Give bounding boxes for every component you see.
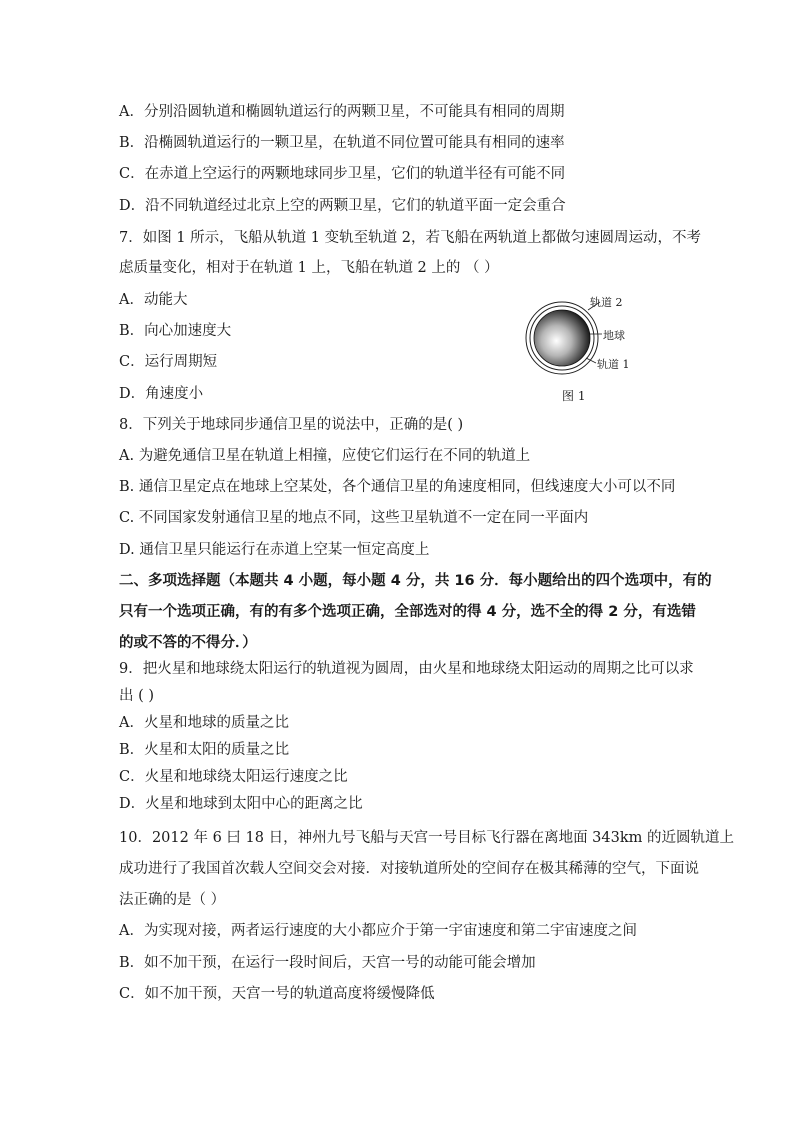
section2-heading-line1: 二、多项选择题（本题共 4 小题，每小题 4 分，共 16 分．每小题给出的四个选项中，有的 (119, 573, 712, 589)
q10-stem-line1: 10．2012 年 6 曰 18 日，神州九号飞船与天宫一号目标飞行器在离地面 343km 的近圆轨道上 (119, 830, 735, 846)
q6-option-c: C．在赤道上空运行的两颗地球同步卫星，它们的轨道半径有可能不同 (119, 166, 566, 182)
earth-label: 地球 (603, 329, 625, 342)
q8-option-a: A. 为避免通信卫星在轨道上相撞，应使它们运行在不同的轨道上 (119, 448, 531, 464)
q10-option-c: C．如不加干预，天宫一号的轨道高度将缓慢降低 (119, 986, 435, 1002)
orbit-1-label: 轨道 1 (597, 358, 630, 371)
q10-option-b: B．如不加干预，在运行一段时间后，天宫一号的动能可能会增加 (119, 955, 536, 971)
q7-option-a: A．动能大 (119, 292, 188, 308)
q9-option-d: D．火星和地球到太阳中心的距离之比 (119, 796, 363, 812)
q7-option-c: C．运行周期短 (119, 354, 218, 370)
q10-stem-line3: 法正确的是（ ） (119, 892, 226, 908)
q9-stem-line1: 9．把火星和地球绕太阳运行的轨道视为圆周，由火星和地球绕太阳运动的周期之比可以求 (119, 661, 694, 677)
earth-sphere (534, 310, 590, 366)
q8-option-c: C. 不同国家发射通信卫星的地点不同，这些卫星轨道不一定在同一平面内 (119, 510, 589, 526)
section2-heading-line3: 的或不答的不得分．） (119, 635, 257, 651)
q8-option-d: D. 通信卫星只能运行在赤道上空某一恒定高度上 (119, 542, 430, 558)
q10-stem-line2: 成功进行了我国首次载人空间交会对接．对接轨道所处的空间存在极其稀薄的空气，下面说 (119, 861, 699, 877)
q9-option-c: C．火星和地球绕太阳运行速度之比 (119, 769, 348, 785)
q9-option-b: B．火星和太阳的质量之比 (119, 742, 290, 758)
section2-heading-line2: 只有一个选项正确，有的有多个选项正确，全部选对的得 4 分，选不全的得 2 分，有选错 (119, 604, 696, 620)
orbit-2-label: 轨道 2 (590, 296, 623, 309)
figure-caption: 图 1 (562, 389, 586, 403)
q7-option-b: B．向心加速度大 (119, 323, 232, 339)
q7-stem-line2: 虑质量变化，相对于在轨道 1 上，飞船在轨道 2 上的 （ ） (119, 260, 499, 276)
q6-option-d: D．沿不同轨道经过北京上空的两颗卫星，它们的轨道平面一定会重合 (119, 198, 566, 214)
q6-option-b: B．沿椭圆轨道运行的一颗卫星，在轨道不同位置可能具有相同的速率 (119, 135, 565, 151)
q7-option-d: D．角速度小 (119, 386, 204, 402)
q8-stem: 8．下列关于地球同步通信卫星的说法中，正确的是( ) (119, 417, 464, 433)
q8-option-b: B. 通信卫星定点在地球上空某处，各个通信卫星的角速度相同，但线速度大小可以不同 (119, 479, 676, 495)
q6-option-a: A．分别沿圆轨道和椭圆轨道运行的两颗卫星，不可能具有相同的周期 (119, 104, 565, 120)
q10-option-a: A．为实现对接，两者运行速度的大小都应介于第一宇宙速度和第二宇宙速度之间 (119, 923, 637, 939)
q9-stem-line2: 出 ( ) (119, 688, 155, 704)
q7-stem-line1: 7．如图 1 所示，飞船从轨道 1 变轨至轨道 2，若飞船在两轨道上都做匀速圆周运动，不考 (119, 230, 701, 246)
q9-option-a: A．火星和地球的质量之比 (119, 715, 289, 731)
